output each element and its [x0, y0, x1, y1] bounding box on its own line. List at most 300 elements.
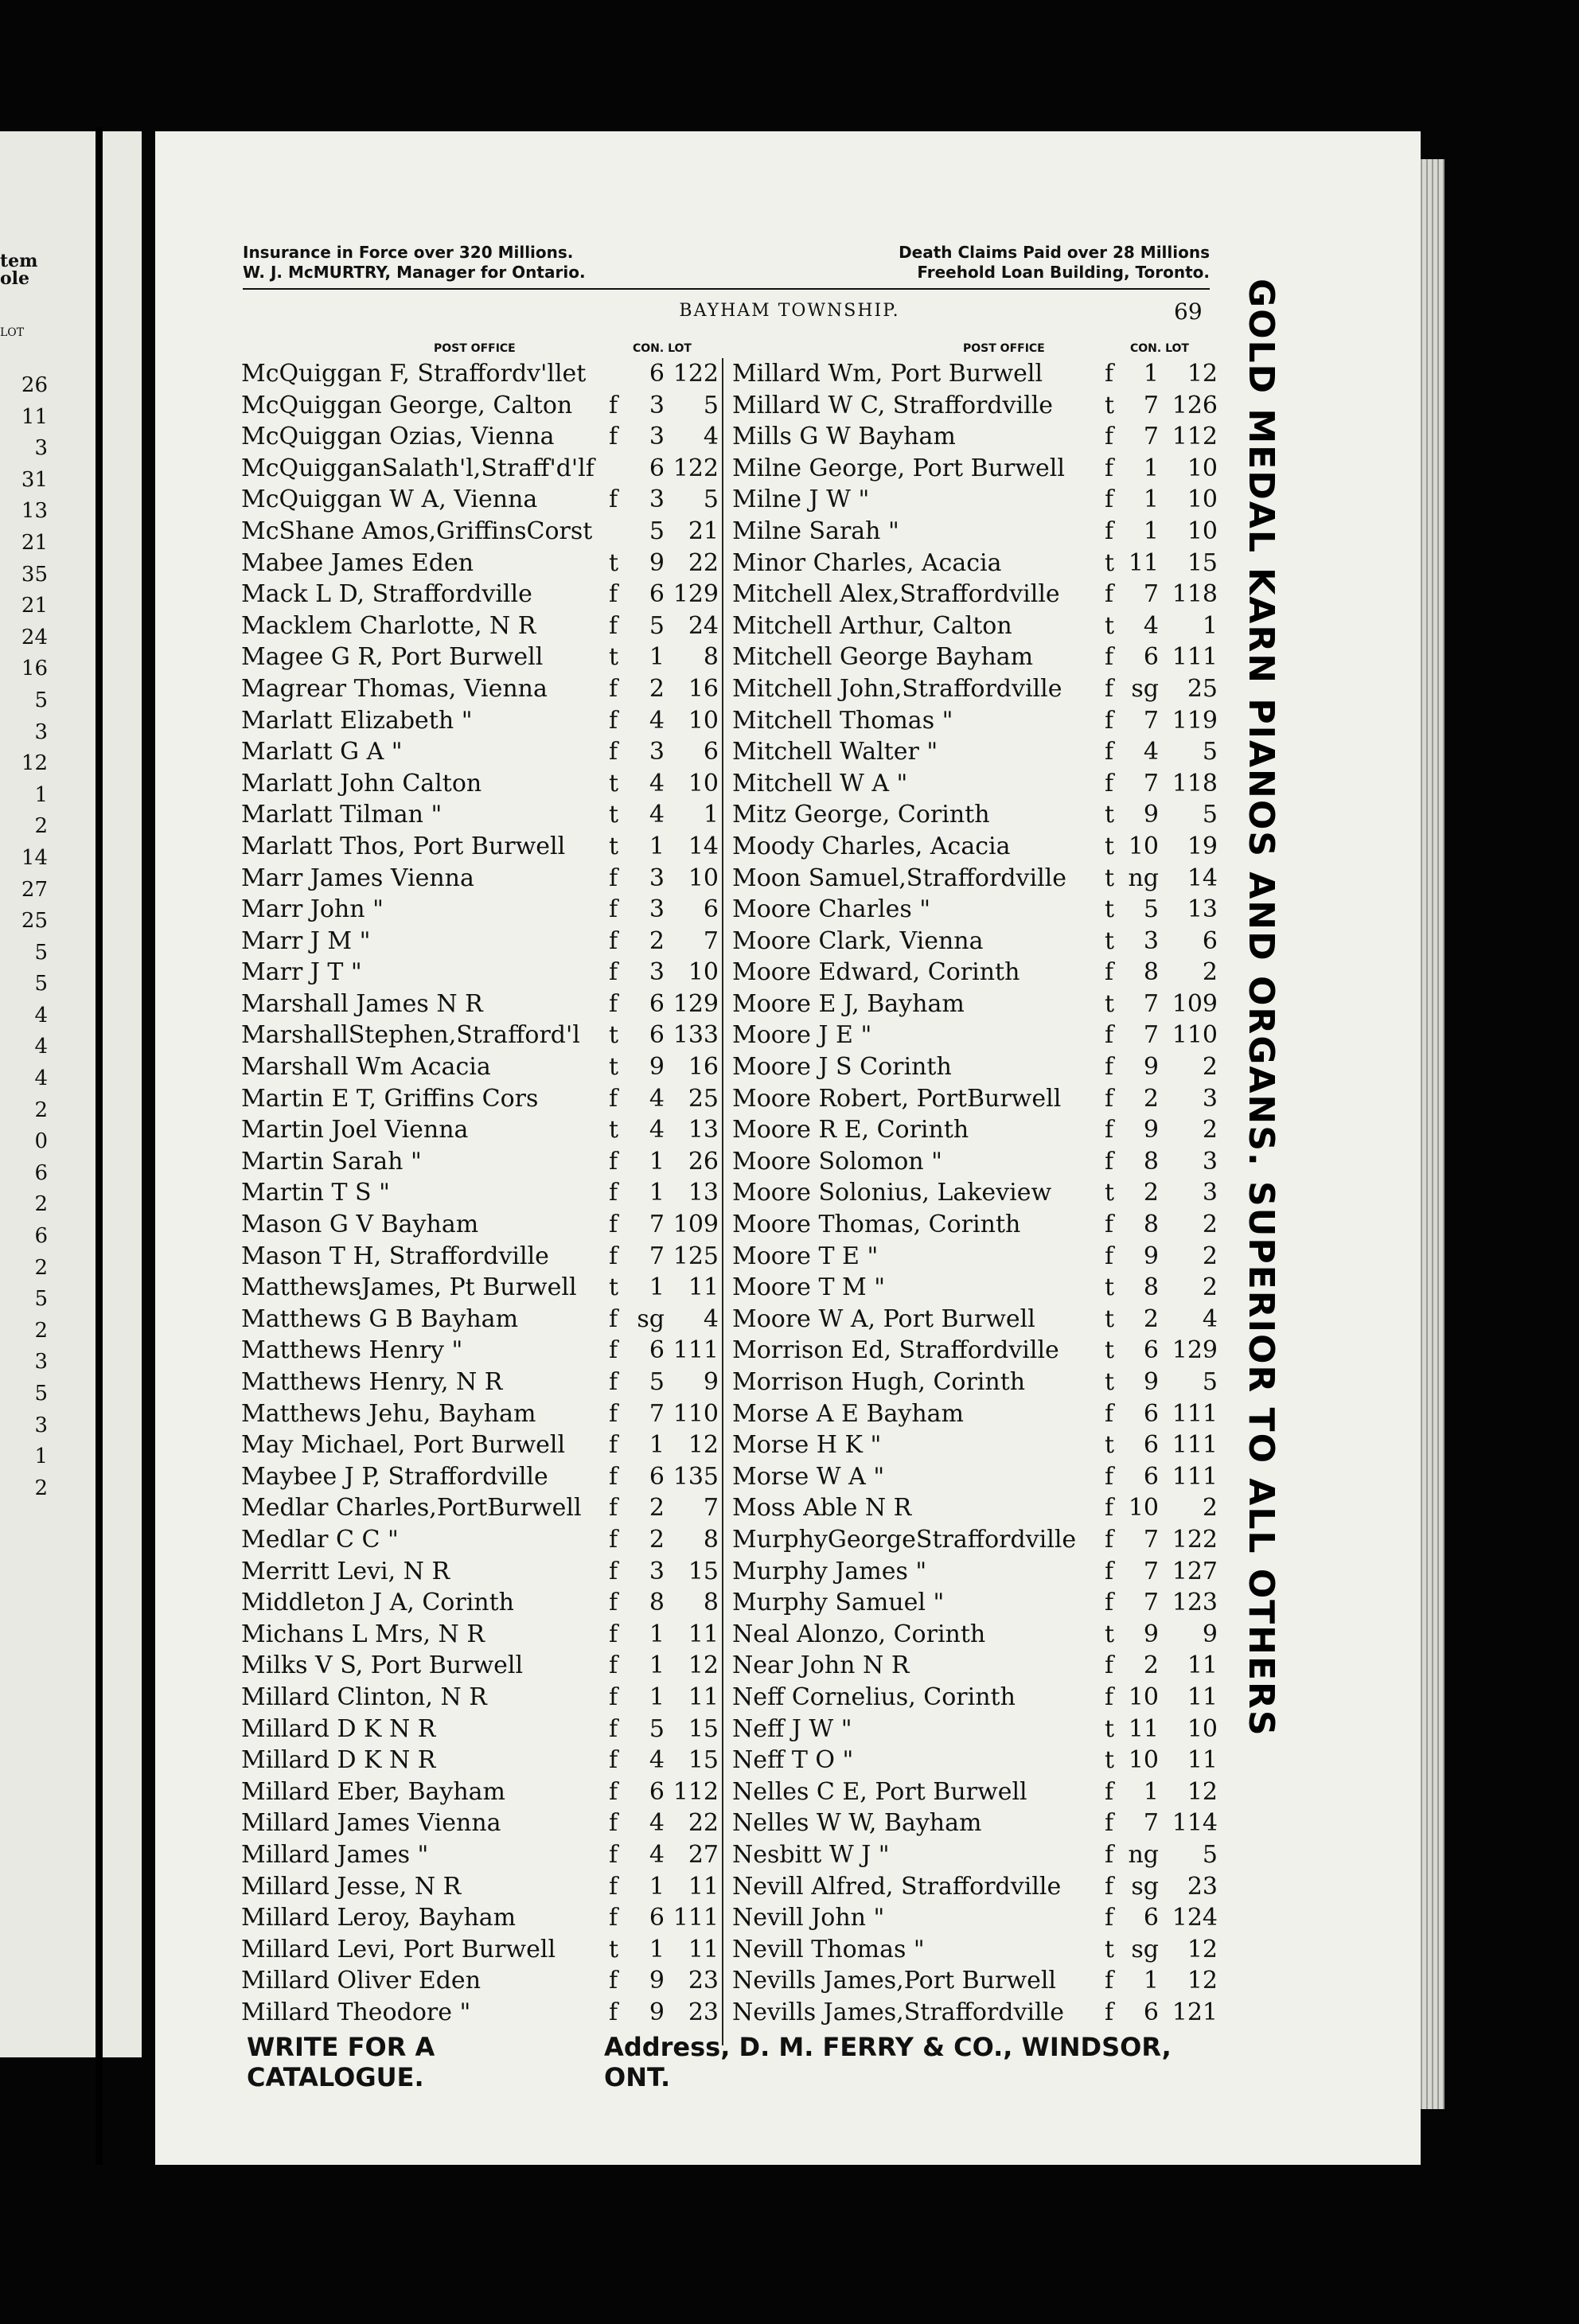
entry-concession: 11: [1128, 1714, 1159, 1743]
entry-name: Moon Samuel,Straffordville: [732, 864, 1067, 892]
entry-lot: 12: [1187, 1777, 1218, 1806]
entry-name: Mitchell Arthur, Calton: [732, 611, 1012, 640]
entry-name: Moore T M ": [732, 1273, 886, 1302]
entry-lot: 11: [1187, 1746, 1218, 1775]
entry-name: Morse H K ": [732, 1431, 882, 1460]
entry-concession: 2: [649, 1525, 665, 1554]
entry-concession: 10: [1128, 832, 1159, 860]
entry-concession: 4: [649, 1840, 665, 1869]
directory-entry: [241, 1241, 719, 1273]
entry-name: Morse A E Bayham: [732, 1399, 964, 1428]
entry-name: Magrear Thomas, Vienna: [241, 674, 548, 703]
entry-tenure: t: [1105, 864, 1115, 892]
entry-tenure: f: [1105, 423, 1114, 451]
entry-lot: 135: [673, 1462, 719, 1491]
insurance-ad-line-2: [243, 263, 1210, 282]
insurance-ad-left-2: W. J. McMURTRY, Manager for Ontario.: [243, 263, 586, 282]
entry-lot: 23: [688, 1967, 719, 1995]
entry-tenure: f: [1105, 1462, 1114, 1491]
entry-lot: 10: [688, 958, 719, 987]
directory-entry: [732, 1902, 1226, 1934]
entry-tenure: f: [609, 1620, 618, 1648]
entry-lot: 122: [673, 454, 719, 482]
entry-name: Mason G V Bayham: [241, 1211, 479, 1239]
directory-entry: [732, 768, 1226, 800]
entry-concession: 9: [1143, 1116, 1159, 1144]
entry-lot: 3: [1202, 1084, 1218, 1113]
entry-name: Marlatt Elizabeth ": [241, 706, 473, 735]
entry-name: Matthews G B Bayham: [241, 1304, 519, 1333]
entry-tenure: f: [1105, 1053, 1114, 1082]
entry-name: Neal Alonzo, Corinth: [732, 1620, 986, 1648]
entry-concession: 7: [1143, 1589, 1159, 1617]
entry-tenure: f: [1105, 1399, 1114, 1428]
entry-name: Nelles C E, Port Burwell: [732, 1777, 1027, 1806]
entry-name: Marr J T ": [241, 958, 362, 987]
entry-concession: 1: [649, 832, 665, 860]
entry-concession: 7: [1143, 1557, 1159, 1585]
entry-lot: 27: [688, 1840, 719, 1869]
entry-name: Milne George, Port Burwell: [732, 454, 1065, 482]
entry-concession: 4: [649, 1809, 665, 1838]
entry-concession: 3: [649, 895, 665, 924]
entry-name: Macklem Charlotte, N R: [241, 611, 536, 640]
entry-tenure: f: [1105, 1084, 1114, 1113]
directory-entry: [241, 736, 719, 768]
entry-concession: 4: [649, 706, 665, 735]
entry-concession: 3: [1143, 926, 1159, 955]
entry-concession: 1: [649, 1872, 665, 1901]
directory-entry: [241, 863, 719, 895]
directory-entry: [732, 484, 1226, 516]
right-con-lot-header: CON. LOT: [1130, 342, 1189, 355]
directory-entry: [732, 1335, 1226, 1367]
entry-tenure: t: [609, 548, 619, 577]
entry-concession: 7: [1143, 391, 1159, 419]
entry-name: Mitchell George Bayham: [732, 643, 1034, 672]
entry-lot: 4: [703, 1304, 719, 1333]
entry-concession: 9: [1143, 1053, 1159, 1082]
entry-concession: 7: [649, 1399, 665, 1428]
entry-name: Millard James Vienna: [241, 1809, 501, 1838]
directory-entry: [732, 1745, 1226, 1776]
directory-entry: [732, 548, 1226, 579]
entry-concession: 7: [1143, 1525, 1159, 1554]
entry-tenure: f: [609, 1589, 618, 1617]
directory-entry: [241, 1776, 719, 1808]
entry-name: Michans L Mrs, N R: [241, 1620, 485, 1648]
entry-name: Moore Thomas, Corinth: [732, 1211, 1021, 1239]
directory-entry: [732, 1650, 1226, 1682]
township-title: BAYHAM TOWNSHIP.: [679, 301, 900, 321]
left-edge-header-bottom: ole: [0, 268, 30, 289]
entry-name: Marlatt G A ": [241, 738, 403, 766]
directory-entry: [732, 1461, 1226, 1493]
directory-entry: [732, 516, 1226, 548]
entry-concession: ng: [1128, 864, 1159, 892]
left-edge-header-top: tem: [0, 251, 38, 271]
entry-concession: 3: [649, 391, 665, 419]
directory-entry: [732, 1272, 1226, 1304]
entry-concession: 1: [649, 1179, 665, 1207]
left-edge-number: 13: [21, 499, 48, 524]
entry-tenure: t: [1105, 1304, 1115, 1333]
entry-lot: 129: [673, 989, 719, 1018]
directory-entry: [732, 988, 1226, 1020]
entry-concession: 5: [649, 517, 665, 545]
entry-lot: 133: [673, 1021, 719, 1050]
directory-entry: [732, 1587, 1226, 1619]
entry-concession: 7: [1143, 706, 1159, 735]
entry-tenure: f: [609, 1304, 618, 1333]
entry-lot: 26: [688, 1147, 719, 1176]
entry-lot: 23: [688, 1998, 719, 2026]
entry-tenure: f: [609, 1714, 618, 1743]
entry-lot: 5: [1202, 801, 1218, 829]
entry-concession: 9: [649, 1053, 665, 1082]
entry-lot: 15: [688, 1714, 719, 1743]
entry-tenure: f: [1105, 517, 1114, 545]
entry-lot: 10: [1187, 485, 1218, 514]
entry-tenure: f: [1105, 1777, 1114, 1806]
entry-lot: 122: [1172, 1525, 1218, 1554]
entry-concession: 4: [649, 801, 665, 829]
directory-entry: [732, 926, 1226, 957]
entry-name: Martin Joel Vienna: [241, 1116, 469, 1144]
entry-name: Medlar C C ": [241, 1525, 399, 1554]
left-edge-number: 2: [34, 1098, 48, 1122]
directory-entry: [732, 610, 1226, 642]
entry-name: Moore Clark, Vienna: [732, 926, 984, 955]
directory-entry: [732, 1524, 1226, 1556]
entry-name: Marlatt John Calton: [241, 769, 482, 797]
entry-lot: 111: [1172, 1462, 1218, 1491]
entry-concession: ng: [1128, 1840, 1159, 1869]
entry-tenure: f: [609, 1904, 618, 1932]
entry-concession: 1: [649, 1273, 665, 1302]
entry-concession: 3: [649, 958, 665, 987]
entry-name: Matthews Henry, N R: [241, 1368, 503, 1396]
directory-entry: [732, 673, 1226, 705]
entry-tenure: f: [1105, 1809, 1114, 1838]
entry-concession: 6: [649, 1462, 665, 1491]
entry-concession: 1: [1143, 454, 1159, 482]
directory-entry: [241, 705, 719, 737]
entry-name: Nevill Thomas ": [732, 1935, 925, 1963]
entry-lot: 5: [1202, 1368, 1218, 1396]
footer-advertisement: [247, 2032, 1218, 2092]
insurance-ad-line-1: [243, 243, 1210, 262]
entry-name: Neff T O ": [732, 1746, 854, 1775]
entry-concession: 5: [649, 1714, 665, 1743]
entry-concession: 2: [1143, 1304, 1159, 1333]
directory-entry: [732, 1714, 1226, 1745]
entry-name: Milne Sarah ": [732, 517, 899, 545]
entry-lot: 114: [1172, 1809, 1218, 1838]
directory-entry: [241, 1682, 719, 1714]
entry-tenure: f: [1105, 1147, 1114, 1176]
entry-lot: 11: [688, 1273, 719, 1302]
entry-name: Nesbitt W J ": [732, 1840, 890, 1869]
entry-concession: 5: [649, 1368, 665, 1396]
entry-lot: 4: [1202, 1304, 1218, 1333]
page-number: 69: [1174, 298, 1203, 325]
entry-name: Mitchell W A ": [732, 769, 908, 797]
left-directory-column: [241, 358, 719, 2028]
left-edge-number: 4: [34, 1035, 48, 1059]
entry-concession: 1: [1143, 517, 1159, 545]
entry-concession: 7: [649, 1242, 665, 1270]
entry-name: Moore J S Corinth: [732, 1053, 952, 1082]
entry-name: Morrison Ed, Straffordville: [732, 1336, 1059, 1365]
entry-name: Mitchell Walter ": [732, 738, 938, 766]
directory-entry: [241, 1965, 719, 1997]
entry-tenure: t: [1105, 1746, 1115, 1775]
entry-concession: 8: [649, 1589, 665, 1617]
entry-concession: 1: [1143, 360, 1159, 388]
entry-tenure: f: [1105, 1211, 1114, 1239]
entry-name: Milks V S, Port Burwell: [241, 1651, 524, 1680]
footer-ad-left: WRITE FOR A CATALOGUE.: [247, 2032, 435, 2092]
entry-lot: 111: [1172, 1399, 1218, 1428]
directory-entry: [241, 1556, 719, 1588]
directory-entry: [241, 1304, 719, 1336]
entry-concession: 1: [649, 1431, 665, 1460]
entry-concession: 6: [649, 1777, 665, 1806]
entry-name: Nevills James,Straffordville: [732, 1998, 1064, 2026]
entry-name: Moore W A, Port Burwell: [732, 1304, 1035, 1333]
entry-lot: 118: [1172, 580, 1218, 609]
entry-name: Minor Charles, Acacia: [732, 548, 1002, 577]
directory-entry: [241, 1714, 719, 1745]
entry-name: Neff J W ": [732, 1714, 852, 1743]
entry-tenure: f: [1105, 1589, 1114, 1617]
entry-tenure: t: [1105, 1273, 1115, 1302]
entry-concession: 5: [649, 611, 665, 640]
entry-concession: 9: [1143, 1242, 1159, 1270]
entry-lot: 12: [1187, 360, 1218, 388]
entry-name: Moore R E, Corinth: [732, 1116, 969, 1144]
entry-tenure: f: [609, 1525, 618, 1554]
entry-concession: 5: [1143, 895, 1159, 924]
directory-entry: [732, 358, 1226, 390]
directory-entry: [241, 673, 719, 705]
left-edge-number: 21: [21, 530, 48, 555]
entry-tenure: f: [1105, 1242, 1114, 1270]
entry-lot: 13: [1187, 895, 1218, 924]
entry-lot: 4: [703, 423, 719, 451]
directory-entry: [732, 579, 1226, 610]
entry-lot: 112: [1172, 423, 1218, 451]
entry-tenure: f: [1105, 1557, 1114, 1585]
entry-lot: 16: [688, 1053, 719, 1082]
entry-concession: 1: [1143, 1967, 1159, 1995]
entry-concession: 9: [649, 1998, 665, 2026]
directory-entry: [241, 926, 719, 957]
entry-name: Morse W A ": [732, 1462, 885, 1491]
entry-concession: 9: [649, 1967, 665, 1995]
entry-concession: 6: [1143, 1431, 1159, 1460]
left-page-edge: [0, 131, 142, 2057]
entry-name: Mitchell John,Straffordville: [732, 674, 1062, 703]
entry-name: Mason T H, Straffordville: [241, 1242, 549, 1270]
entry-name: McQuiggan F, Straffordv'llet: [241, 360, 587, 388]
entry-lot: 22: [688, 548, 719, 577]
column-divider: [722, 358, 723, 2045]
entry-name: Nelles W W, Bayham: [732, 1809, 982, 1838]
entry-concession: 8: [1143, 1147, 1159, 1176]
entry-name: Millard D K N R: [241, 1746, 436, 1775]
entry-tenure: f: [609, 895, 618, 924]
directory-entry: [241, 1146, 719, 1178]
entry-concession: 7: [1143, 580, 1159, 609]
entry-concession: 1: [649, 1147, 665, 1176]
entry-concession: 2: [1143, 1651, 1159, 1680]
entry-lot: 11: [1187, 1683, 1218, 1711]
entry-name: Moore T E ": [732, 1242, 879, 1270]
entry-tenure: f: [609, 1651, 618, 1680]
directory-entry: [732, 421, 1226, 453]
entry-lot: 111: [1172, 643, 1218, 672]
entry-tenure: f: [1105, 1116, 1114, 1144]
entry-tenure: f: [609, 423, 618, 451]
entry-concession: 6: [649, 580, 665, 609]
directory-entry: [241, 1335, 719, 1367]
left-edge-lot-label: LOT: [0, 326, 25, 339]
entry-concession: 6: [1143, 1462, 1159, 1491]
entry-tenure: f: [609, 864, 618, 892]
directory-entry: [732, 1051, 1226, 1083]
entry-tenure: t: [1105, 548, 1115, 577]
directory-entry: [241, 1429, 719, 1461]
entry-tenure: f: [1105, 643, 1114, 672]
directory-entry: [732, 1398, 1226, 1430]
left-edge-number: 27: [21, 877, 48, 902]
entry-name: Medlar Charles,PortBurwell: [241, 1494, 582, 1523]
entry-name: Marr John ": [241, 895, 384, 924]
entry-name: Moore J E ": [732, 1021, 872, 1050]
directory-entry: [732, 453, 1226, 485]
entry-tenure: f: [1105, 1967, 1114, 1995]
entry-name: Murphy James ": [732, 1557, 927, 1585]
directory-entry: [732, 1304, 1226, 1336]
entry-tenure: f: [609, 580, 618, 609]
entry-name: Milne J W ": [732, 485, 870, 514]
entry-name: MarshallStephen,Strafford'l: [241, 1021, 580, 1050]
entry-tenure: t: [609, 801, 619, 829]
entry-tenure: f: [609, 1746, 618, 1775]
entry-name: McQuiggan George, Calton: [241, 391, 573, 419]
directory-entry: [241, 453, 719, 485]
directory-entry: [241, 768, 719, 800]
entry-concession: sg: [1131, 1935, 1159, 1963]
entry-lot: 21: [688, 517, 719, 545]
directory-entry: [241, 957, 719, 988]
left-edge-number: 2: [34, 1318, 48, 1343]
entry-tenure: t: [1105, 1714, 1115, 1743]
entry-lot: 6: [1202, 926, 1218, 955]
entry-name: Marlatt Tilman ": [241, 801, 443, 829]
directory-entry: [732, 1965, 1226, 1997]
entry-concession: 3: [649, 485, 665, 514]
entry-lot: 111: [673, 1336, 719, 1365]
entry-name: Marshall Wm Acacia: [241, 1053, 491, 1082]
entry-concession: 1: [649, 1651, 665, 1680]
entry-concession: 9: [649, 548, 665, 577]
entry-name: Nevills James,Port Burwell: [732, 1967, 1057, 1995]
entry-tenure: f: [1105, 1683, 1114, 1711]
entry-name: Moore Solomon ": [732, 1147, 942, 1176]
entry-lot: 2: [1202, 1116, 1218, 1144]
entry-lot: 5: [1202, 1840, 1218, 1869]
entry-lot: 11: [688, 1935, 719, 1963]
entry-tenure: f: [609, 1462, 618, 1491]
entry-tenure: f: [609, 1557, 618, 1585]
left-edge-number: 3: [34, 719, 48, 744]
entry-name: Moore Solonius, Lakeview: [732, 1179, 1052, 1207]
entry-tenure: f: [1105, 674, 1114, 703]
entry-lot: 24: [688, 611, 719, 640]
entry-tenure: f: [609, 1809, 618, 1838]
directory-entry: [241, 484, 719, 516]
entry-concession: 2: [649, 674, 665, 703]
entry-concession: 4: [649, 769, 665, 797]
entry-concession: 6: [649, 1021, 665, 1050]
entry-lot: 5: [703, 485, 719, 514]
entry-lot: 7: [703, 1494, 719, 1523]
directory-entry: [732, 1367, 1226, 1398]
entry-lot: 16: [688, 674, 719, 703]
directory-entry: [241, 1114, 719, 1146]
entry-name: McShane Amos,GriffinsCorst: [241, 517, 593, 545]
entry-concession: 9: [1143, 801, 1159, 829]
entry-lot: 12: [1187, 1967, 1218, 1995]
entry-tenure: f: [1105, 360, 1114, 388]
entry-lot: 14: [1187, 864, 1218, 892]
entry-tenure: f: [1105, 454, 1114, 482]
entry-lot: 110: [673, 1399, 719, 1428]
entry-name: Neff Cornelius, Corinth: [732, 1683, 1016, 1711]
entry-tenure: t: [1105, 1336, 1115, 1365]
entry-concession: 3: [649, 423, 665, 451]
entry-concession: 11: [1128, 548, 1159, 577]
entry-name: Nevill John ": [732, 1904, 885, 1932]
directory-entry: [241, 1807, 719, 1839]
entry-lot: 124: [1172, 1904, 1218, 1932]
directory-entry: [732, 1177, 1226, 1209]
entry-name: Marr James Vienna: [241, 864, 474, 892]
left-edge-number: 25: [21, 909, 48, 934]
entry-concession: 6: [649, 1336, 665, 1365]
entry-name: Millard W C, Straffordville: [732, 391, 1054, 419]
left-edge-number: 5: [34, 972, 48, 996]
entry-lot: 10: [688, 769, 719, 797]
entry-lot: 13: [688, 1116, 719, 1144]
directory-entry: [732, 799, 1226, 831]
entry-name: Morrison Hugh, Corinth: [732, 1368, 1026, 1396]
left-edge-number: 2: [34, 1476, 48, 1500]
entry-tenure: t: [1105, 1179, 1115, 1207]
left-edge-number: 5: [34, 1382, 48, 1406]
entry-name: Middleton J A, Corinth: [241, 1589, 514, 1617]
entry-name: Moore Robert, PortBurwell: [732, 1084, 1062, 1113]
entry-concession: 2: [1143, 1179, 1159, 1207]
entry-name: Millard Clinton, N R: [241, 1683, 487, 1711]
entry-name: McQuiggan Ozias, Vienna: [241, 423, 555, 451]
entry-concession: 1: [649, 1935, 665, 1963]
left-edge-number: 2: [34, 1255, 48, 1280]
entry-tenure: f: [1105, 1872, 1114, 1901]
